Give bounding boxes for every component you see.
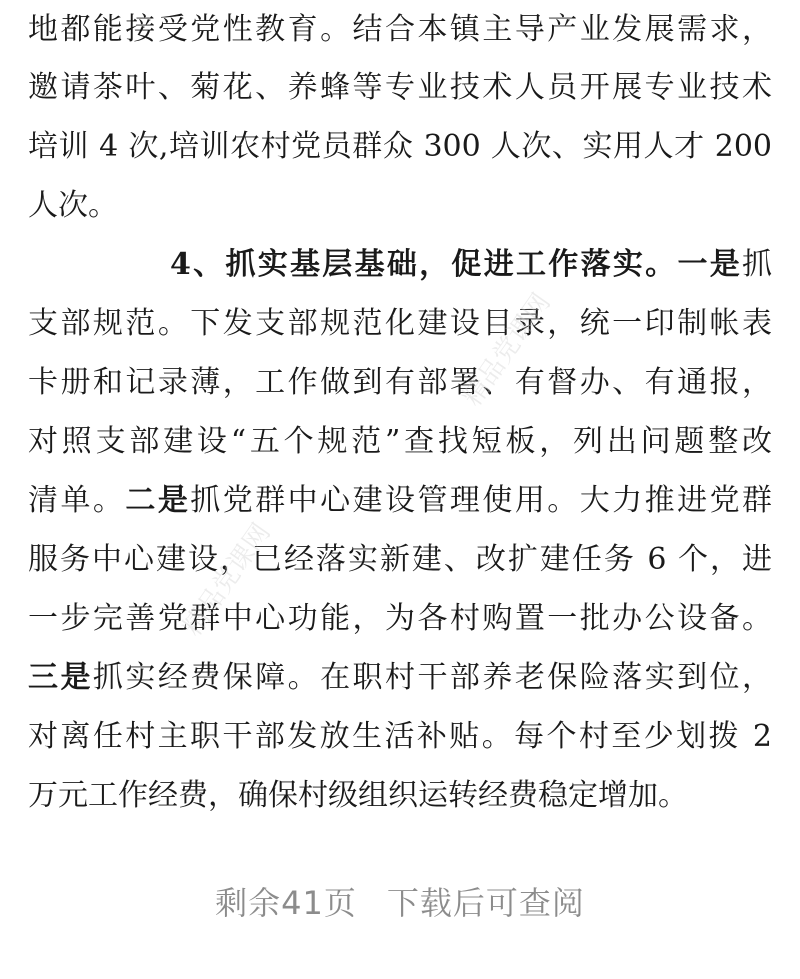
paragraph-line: 一步完善党群中心功能，为各村购置一批办公设备。: [28, 601, 772, 636]
paragraph-line: [28, 481, 772, 521]
paragraph-line: 对离任村主职干部发放生活补贴。每个村至少划拨 2: [28, 719, 772, 754]
paragraph-line: 对照支部建设“五个规范”查找短板，列出问题整改: [28, 424, 772, 459]
first-label: 一是: [677, 247, 743, 282]
remaining-pages-text: 剩余41页: [215, 884, 357, 922]
watermark: 精品党课网: [457, 288, 557, 412]
paragraph-line: [28, 658, 772, 698]
section-heading: 4、抓实基层基础，促进工作落实。: [170, 247, 678, 282]
paragraph-line: 卡册和记录薄，工作做到有部署、有督办、有通报，: [28, 365, 772, 400]
remaining-pages-footer[interactable]: [0, 878, 800, 924]
paragraph-line: 服务中心建设，已经落实新建、改扩建任务 6 个，进: [28, 542, 772, 577]
third-label: 三是: [28, 660, 93, 695]
paragraph-line: 万元工作经费，确保村级组织运转经费稳定增加。: [28, 778, 688, 813]
section-heading-line: [170, 245, 772, 285]
watermark: 精品党课网: [177, 518, 277, 642]
first-tail: 抓: [742, 247, 773, 282]
paragraph-line: 培训 4 次,培训农村党员群众 300 人次、实用人才 200: [28, 129, 772, 164]
download-to-view-text: 下载后可查阅: [386, 884, 585, 922]
paragraph-line: 地都能接受党性教育。结合本镇主导产业发展需求，: [28, 12, 772, 47]
paragraph-line: 邀请茶叶、菊花、养蜂等专业技术人员开展专业技术: [28, 70, 772, 105]
line-post: 抓实经费保障。在职村干部养老保险落实到位，: [92, 660, 773, 695]
line-pre: 清单。: [28, 483, 126, 518]
paragraph-line: 人次。: [28, 188, 118, 223]
paragraph-line: 支部规范。下发支部规范化建设目录，统一印制帐表: [28, 306, 772, 341]
second-label: 二是: [125, 483, 191, 518]
line-post: 抓党群中心建设管理使用。大力推进党群: [190, 483, 773, 518]
